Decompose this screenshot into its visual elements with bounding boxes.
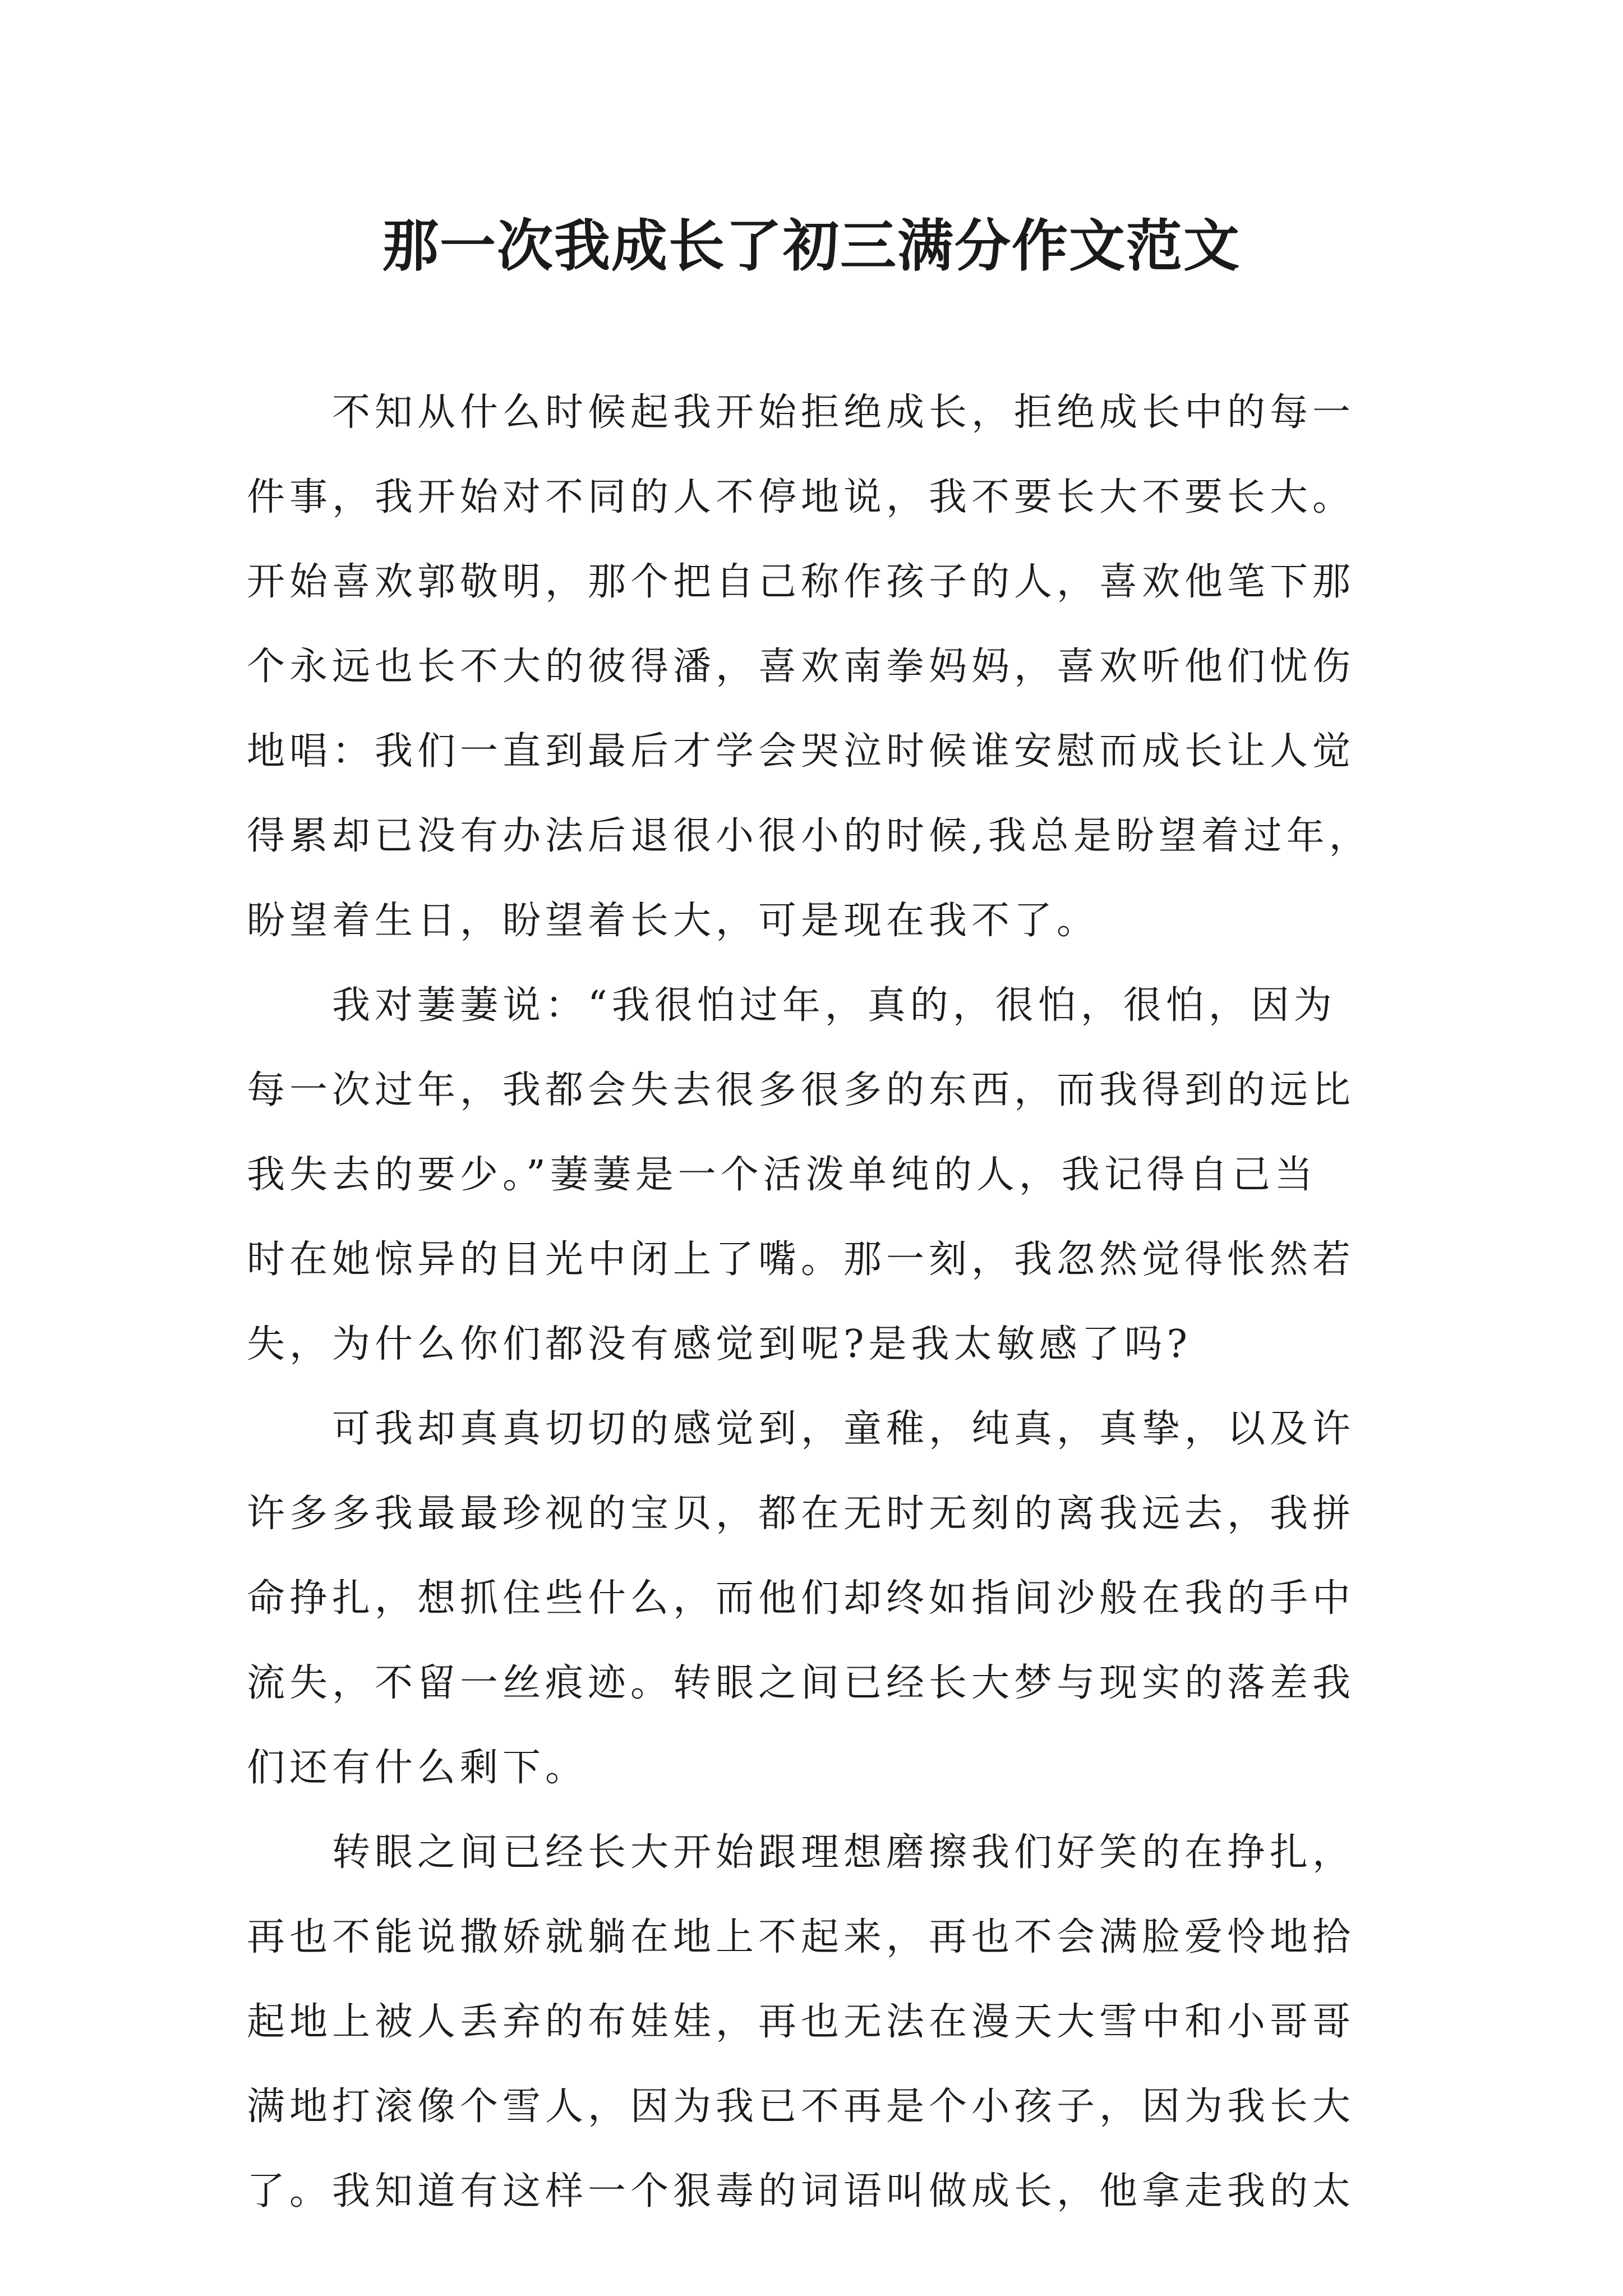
text-line: 许多多我最最珍视的宝贝，都在无时无刻的离我远去，我拼	[247, 1492, 1355, 1536]
text-line: 命挣扎，想抓住些什么，而他们却终如指间沙般在我的手中	[247, 1576, 1355, 1621]
text-line: 们还有什么剩下。	[247, 1746, 588, 1790]
text-line: 起地上被人丢弃的布娃娃，再也无法在漫天大雪中和小哥哥	[247, 2000, 1355, 2044]
text-line: 我失去的要少。”萋萋是一个活泼单纯的人，我记得自己当	[247, 1153, 1317, 1197]
paragraph	[247, 1387, 1385, 1810]
text-line: 时在她惊异的目光中闭上了嘴。那一刻，我忽然觉得怅然若	[247, 1237, 1355, 1282]
text-line: 我对萋萋说：“我很怕过年，真的，很怕，很怕，因为	[332, 983, 1336, 1028]
text-line: 地唱：我们一直到最后才学会哭泣时候谁安慰而成长让人觉	[247, 729, 1355, 774]
paragraph	[247, 1810, 1385, 2234]
text-line: 不知从什么时候起我开始拒绝成长，拒绝成长中的每一	[332, 390, 1355, 435]
text-line: 盼望着生日，盼望着长大，可是现在我不了。	[247, 899, 1100, 943]
text-line: 开始喜欢郭敬明，那个把自己称作孩子的人，喜欢他笔下那	[247, 560, 1355, 604]
text-line: 流失，不留一丝痕迹。转眼之间已经长大梦与现实的落差我	[247, 1661, 1355, 1705]
text-line: 再也不能说撒娇就躺在地上不起来，再也不会满脸爱怜地拾	[247, 1915, 1355, 1959]
text-line: 每一次过年，我都会失去很多很多的东西，而我得到的远比	[247, 1068, 1355, 1112]
text-line: 可我却真真切切的感觉到，童稚，纯真，真挚，以及许	[332, 1407, 1355, 1451]
text-line: 件事，我开始对不同的人不停地说，我不要长大不要长大。	[247, 475, 1355, 519]
text-line: 失，为什么你们都没有感觉到呢?是我太敏感了吗?	[247, 1322, 1192, 1366]
document-title: 那一次我成长了初三满分作文范文	[382, 213, 1241, 279]
paragraph	[247, 963, 1385, 1387]
text-line: 个永远也长不大的彼得潘，喜欢南拳妈妈，喜欢听他们忧伤	[247, 645, 1355, 689]
text-line: 了。我知道有这样一个狠毒的词语叫做成长，他拿走我的太	[247, 2169, 1355, 2214]
text-line: 转眼之间已经长大开始跟理想磨擦我们好笑的在挣扎，	[332, 1830, 1355, 1875]
text-line: 满地打滚像个雪人，因为我已不再是个小孩子，因为我长大	[247, 2085, 1355, 2129]
document-body	[247, 370, 1385, 2234]
text-line: 得累却已没有办法后退很小很小的时候,我总是盼望着过年，	[247, 814, 1372, 858]
paragraph	[247, 370, 1385, 963]
